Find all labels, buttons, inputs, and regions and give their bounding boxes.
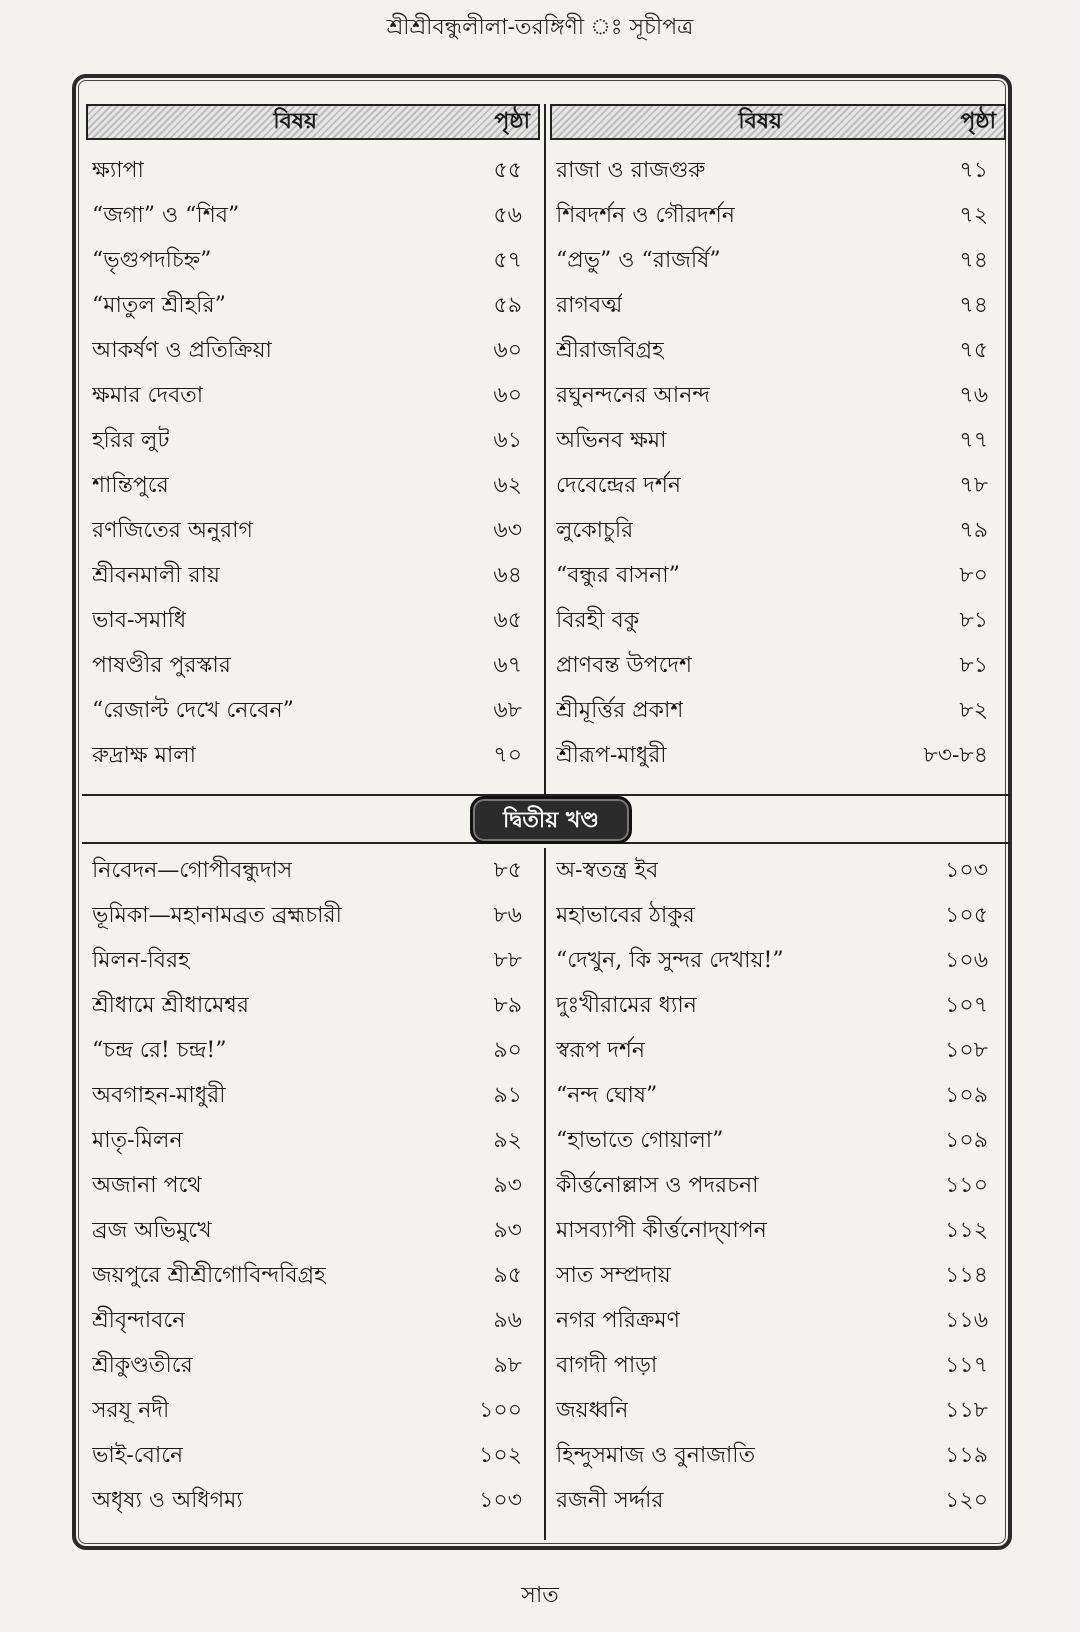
toc-entry	[82, 598, 544, 643]
entry-page: ৭৯	[959, 518, 988, 543]
entry-title: ভূমিকা—মহানামব্রত ব্রহ্মচারী	[92, 903, 342, 928]
toc-entry	[546, 463, 1010, 508]
entry-page: ৬৩	[493, 518, 522, 543]
toc-entry	[82, 1028, 544, 1073]
entry-title: অবগাহন-মাধুরী	[92, 1083, 226, 1108]
entry-page: ৯২	[493, 1128, 522, 1153]
header-subject: বিষয়	[738, 107, 782, 134]
entry-page: ৬৫	[493, 608, 522, 633]
entry-page: ৭০	[493, 743, 522, 768]
entry-page: ৬২	[493, 473, 522, 498]
toc-entry	[546, 938, 1010, 983]
entry-title: ক্ষ্যাপা	[92, 158, 144, 183]
toc-entry	[546, 1253, 1010, 1298]
entry-page: ১০৩	[945, 858, 988, 883]
entry-page: ৯০	[493, 1038, 522, 1063]
entry-title: জয়ধ্বনি	[556, 1398, 629, 1423]
entry-page: ৯৮	[493, 1353, 522, 1378]
toc-entry	[546, 193, 1010, 238]
entry-title: জয়পুরে শ্রীশ্রীগোবিন্দবিগ্রহ	[92, 1263, 326, 1288]
entry-page: ১০৮	[945, 1038, 988, 1063]
toc-entry	[82, 938, 544, 983]
entry-title: “বন্ধুর বাসনা”	[556, 563, 680, 588]
toc-entry	[82, 193, 544, 238]
entry-page: ৮৩-৮৪	[923, 743, 988, 768]
toc-entry	[546, 893, 1010, 938]
toc-entry	[82, 1388, 544, 1433]
entry-title: শ্রীবনমালী রায়	[92, 563, 220, 588]
entry-title: বিরহী বকু	[556, 608, 640, 633]
entry-page: ৬৪	[493, 563, 522, 588]
entry-title: রঘুনন্দনের আনন্দ	[556, 383, 710, 408]
toc-entry	[82, 508, 544, 553]
entry-title: ক্ষমার দেবতা	[92, 383, 204, 408]
entry-title: শ্রীকুণ্ডতীরে	[92, 1353, 193, 1378]
toc-entry	[546, 1478, 1010, 1523]
toc-section-1	[82, 104, 1010, 794]
entry-title: দেবেন্দ্রের দর্শন	[556, 473, 682, 498]
entry-page: ১১৭	[945, 1353, 988, 1378]
toc-entry	[82, 1253, 544, 1298]
toc-entry	[82, 1118, 544, 1163]
part-title-badge: দ্বিতীয় খণ্ড	[470, 796, 632, 844]
toc-entry	[546, 598, 1010, 643]
header-subject: বিষয়	[273, 107, 317, 134]
toc-column-left	[82, 104, 546, 794]
entry-title: হরির লুট	[92, 428, 170, 453]
entry-title: অধৃষ্য ও অধিগম্য	[92, 1488, 243, 1513]
toc-entry	[82, 1433, 544, 1478]
toc-entry	[546, 1388, 1010, 1433]
toc-entry	[546, 1208, 1010, 1253]
toc-entry	[546, 733, 1010, 778]
entry-page: ৭৪	[959, 293, 988, 318]
entry-title: শ্রীবৃন্দাবনে	[92, 1308, 186, 1333]
toc-entry	[82, 983, 544, 1028]
toc-column-left	[82, 848, 546, 1540]
entry-title: রাগবর্ত্ম	[556, 293, 623, 318]
toc-entry	[82, 418, 544, 463]
entry-page: ১১০	[945, 1173, 988, 1198]
entry-page: ৮১	[959, 608, 988, 633]
toc-entry	[546, 1298, 1010, 1343]
entry-title: ব্রজ অভিমুখে	[92, 1218, 212, 1243]
entry-page: ৭৭	[959, 428, 988, 453]
toc-entry	[546, 238, 1010, 283]
entry-page: ৭৫	[959, 338, 988, 363]
toc-entry	[546, 1118, 1010, 1163]
toc-entry	[546, 1343, 1010, 1388]
toc-entry	[82, 733, 544, 778]
entry-title: প্রাণবন্ত উপদেশ	[556, 653, 692, 678]
entry-page: ৬৮	[493, 698, 522, 723]
entry-page: ৮৯	[493, 993, 522, 1018]
entry-page: ৯৩	[493, 1218, 522, 1243]
entry-title: মাসব্যাপী কীর্ত্তনোদ্‌যাপন	[556, 1218, 767, 1243]
toc-entry	[546, 643, 1010, 688]
entry-page: ১০৯	[945, 1128, 988, 1153]
toc-section-2	[82, 848, 1010, 1540]
running-head: শ্রীশ্রীবন্ধুলীলা-তরঙ্গিণী ঃ সূচীপত্র	[386, 15, 694, 40]
entry-page: ৮৮	[493, 948, 522, 973]
toc-entry	[546, 1163, 1010, 1208]
toc-entry	[82, 688, 544, 733]
entry-title: রণজিতের অনুরাগ	[92, 518, 253, 543]
entry-title: “জগা” ও “শিব”	[92, 203, 240, 228]
toc-entry	[82, 463, 544, 508]
entry-title: শ্রীরাজবিগ্রহ	[556, 338, 664, 363]
toc-entry	[546, 148, 1010, 193]
entry-page: ১০৩	[479, 1488, 522, 1513]
entry-page: ৭২	[959, 203, 988, 228]
entry-title: স্বরূপ দর্শন	[556, 1038, 646, 1063]
toc-entry	[546, 328, 1010, 373]
header-page: পৃষ্ঠা	[960, 107, 996, 134]
entry-page: ৫৭	[493, 248, 522, 273]
toc-entry	[82, 643, 544, 688]
entry-page: ৭৮	[959, 473, 988, 498]
toc-column-right	[546, 848, 1010, 1540]
toc-entry	[546, 1073, 1010, 1118]
entry-page: ১২০	[945, 1488, 988, 1513]
entry-title: নগর পরিক্রমণ	[556, 1308, 680, 1333]
entry-page: ৯৫	[493, 1263, 522, 1288]
entry-page: ৬১	[493, 428, 522, 453]
entry-page: ১০৭	[945, 993, 988, 1018]
entry-title: অভিনব ক্ষমা	[556, 428, 667, 453]
entry-page: ৫৬	[493, 203, 522, 228]
entry-page: ১১৪	[945, 1263, 988, 1288]
entry-title: “ভৃগুপদচিহ্ন”	[92, 248, 212, 273]
entry-title: দুঃখীরামের ধ্যান	[556, 993, 697, 1018]
page-number: সাত	[521, 1583, 559, 1608]
header-page: পৃষ্ঠা	[494, 107, 530, 134]
entry-title: “চন্দ্র রে! চন্দ্র!”	[92, 1038, 227, 1063]
entry-page: ১০৫	[945, 903, 988, 928]
entry-title: “হাভাতে গোয়ালা”	[556, 1128, 724, 1153]
entry-page: ৭১	[959, 158, 988, 183]
entry-page: ৮১	[959, 653, 988, 678]
entry-page: ৬০	[493, 383, 522, 408]
entry-title: লুকোচুরি	[556, 518, 634, 543]
toc-entry	[546, 1028, 1010, 1073]
entry-page: ৫৫	[493, 158, 522, 183]
toc-entry	[82, 553, 544, 598]
entry-title: রুদ্রাক্ষ মালা	[92, 743, 197, 768]
entry-title: অজানা পথে	[92, 1173, 202, 1198]
entry-page: ৫৯	[493, 293, 522, 318]
toc-entry	[546, 508, 1010, 553]
toc-entry	[546, 848, 1010, 893]
toc-entry	[82, 1163, 544, 1208]
entry-title: কীর্ত্তনোল্লাস ও পদরচনা	[556, 1173, 759, 1198]
entry-page: ৯৩	[493, 1173, 522, 1198]
entry-page: ৮৬	[493, 903, 522, 928]
entry-title: শ্রীমূর্ত্তির প্রকাশ	[556, 698, 684, 723]
entry-title: “প্রভু” ও “রাজর্ষি”	[556, 248, 721, 273]
toc-entry	[82, 1208, 544, 1253]
entry-page: ৮০	[959, 563, 988, 588]
entry-page: ৬৭	[493, 653, 522, 678]
entry-page: ৮৫	[493, 858, 522, 883]
entry-title: হিন্দুসমাজ ও বুনাজাতি	[556, 1443, 756, 1468]
entry-title: আকর্ষণ ও প্রতিক্রিয়া	[92, 338, 272, 363]
entry-title: ভাই-বোনে	[92, 1443, 184, 1468]
toc-entry	[82, 848, 544, 893]
toc-entry	[546, 983, 1010, 1028]
toc-column-right	[546, 104, 1010, 794]
toc-entry	[82, 893, 544, 938]
entry-title: “দেখুন, কি সুন্দর দেখায়!”	[556, 948, 784, 973]
entry-page: ১০৬	[945, 948, 988, 973]
toc-entry	[546, 373, 1010, 418]
entry-page: ৭৪	[959, 248, 988, 273]
entry-title: ভাব-সমাধি	[92, 608, 187, 633]
entry-title: রজনী সর্দ্দার	[556, 1488, 664, 1513]
entry-title: মিলন-বিরহ	[92, 948, 190, 973]
entry-title: মহাভাবের ঠাকুর	[556, 903, 695, 928]
entry-title: “রেজাল্ট দেখে নেবেন”	[92, 698, 294, 723]
entry-title: পাষণ্ডীর পুরস্কার	[92, 653, 231, 678]
entry-title: শ্রীরূপ-মাধুরী	[556, 743, 667, 768]
toc-entry	[546, 1433, 1010, 1478]
entry-title: “মাতুল শ্রীহরি”	[92, 293, 226, 318]
entry-page: ১১৯	[945, 1443, 988, 1468]
entry-page: ৮২	[959, 698, 988, 723]
entry-title: মাতৃ-মিলন	[92, 1128, 183, 1153]
entry-title: বাগদী পাড়া	[556, 1353, 658, 1378]
entry-page: ৯১	[493, 1083, 522, 1108]
entry-page: ৬০	[493, 338, 522, 363]
toc-entry	[546, 688, 1010, 733]
entry-title: সরযূ নদী	[92, 1398, 170, 1423]
toc-entry	[546, 553, 1010, 598]
entry-title: রাজা ও রাজগুরু	[556, 158, 706, 183]
toc-entry	[82, 373, 544, 418]
toc-entry	[546, 283, 1010, 328]
entry-title: শ্রীধামে শ্রীধামেশ্বর	[92, 993, 249, 1018]
toc-entry	[82, 283, 544, 328]
toc-entry	[82, 148, 544, 193]
entry-page: ৭৬	[959, 383, 988, 408]
toc-entry	[82, 1298, 544, 1343]
entry-title: “নন্দ ঘোষ”	[556, 1083, 658, 1108]
toc-entry	[82, 328, 544, 373]
toc-entry	[82, 1343, 544, 1388]
toc-entry	[546, 418, 1010, 463]
entry-page: ১০০	[479, 1398, 522, 1423]
column-header	[86, 104, 540, 140]
entry-page: ১০২	[479, 1443, 522, 1468]
toc-entry	[82, 1478, 544, 1523]
column-header	[550, 104, 1006, 140]
entry-page: ৯৬	[493, 1308, 522, 1333]
entry-title: শান্তিপুরে	[92, 473, 169, 498]
toc-entry	[82, 1073, 544, 1118]
entry-page: ১১২	[945, 1218, 988, 1243]
entry-page: ১১৮	[945, 1398, 988, 1423]
entry-page: ১০৯	[945, 1083, 988, 1108]
entry-title: নিবেদন—গোপীবন্ধুদাস	[92, 858, 293, 883]
entry-title: অ-স্বতন্ত্র ইব	[556, 858, 659, 883]
entry-title: শিবদর্শন ও গৌরদর্শন	[556, 203, 735, 228]
toc-entry	[82, 238, 544, 283]
entry-page: ১১৬	[945, 1308, 988, 1333]
entry-title: সাত সম্প্রদায়	[556, 1263, 671, 1288]
